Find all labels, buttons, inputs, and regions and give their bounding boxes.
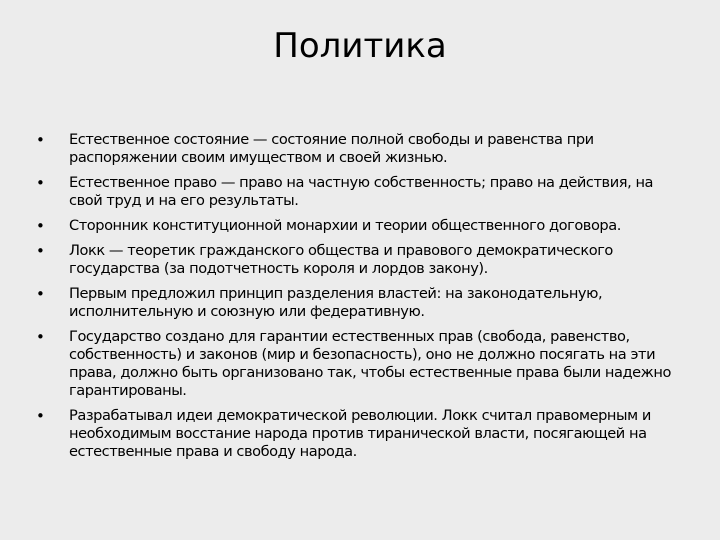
bullet-dot-icon: •: [36, 217, 45, 235]
bullet-item: [36, 407, 686, 461]
bullet-dot-icon: •: [36, 328, 45, 346]
bullet-dot-icon: •: [36, 242, 45, 260]
bullet-text: Естественное право — право на частную собственность; право на действия, на свой труд и на его результаты.: [69, 174, 654, 209]
bullet-item: [36, 242, 686, 278]
bullet-text: Локк — теоретик гражданского общества и правового демократического государства (за подотчетность короля и лордов закону).: [69, 242, 613, 277]
bullet-item: [36, 328, 686, 400]
bullet-text: Разрабатывал идеи демократической революции. Локк считал правомерным и необходимым восстание народа против тиранической власти, посягающей на естественные права и свободу народа.: [69, 407, 651, 460]
bullet-list: [36, 131, 686, 468]
bullet-text: Естественное состояние — состояние полной свободы и равенства при распоряжении своим имуществом и своей жизнью.: [69, 131, 594, 166]
bullet-dot-icon: •: [36, 285, 45, 303]
bullet-dot-icon: •: [36, 174, 45, 192]
bullet-text: Сторонник конституционной монархии и теории общественного договора.: [69, 217, 621, 234]
bullet-item: [36, 285, 686, 321]
bullet-item: [36, 131, 686, 167]
bullet-dot-icon: •: [36, 131, 45, 149]
bullet-text: Государство создано для гарантии естественных прав (свобода, равенство, собственность) и законов (мир и безопасность), оно не должно посягать на эти права, должно быть организовано так, чтобы естественные права были надежно гарантированы.: [69, 328, 671, 399]
slide-title: Политика: [273, 26, 447, 66]
bullet-dot-icon: •: [36, 407, 45, 425]
bullet-text: Первым предложил принцип разделения властей: на законодательную, исполнительную и союзную или федеративную.: [69, 285, 603, 320]
bullet-item: [36, 174, 686, 210]
bullet-item: [36, 217, 686, 235]
